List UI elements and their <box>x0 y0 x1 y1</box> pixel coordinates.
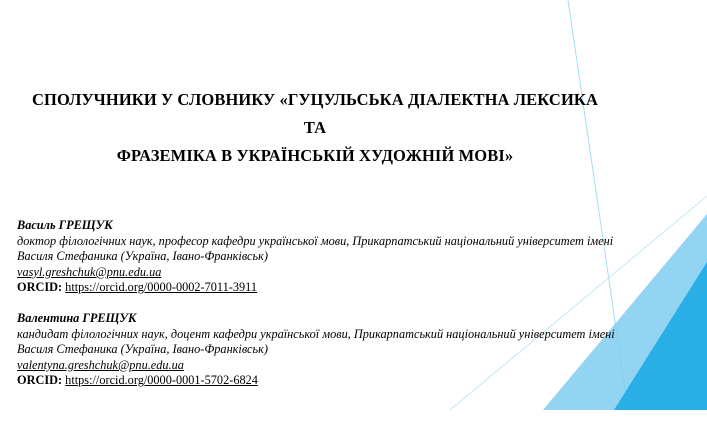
author-email-link[interactable]: vasyl.greshchuk@pnu.edu.ua <box>17 264 162 279</box>
author-name: Василь ГРЕЩУК <box>17 218 113 232</box>
author-email-link[interactable]: valentyna.greshchuk@pnu.edu.ua <box>17 357 184 372</box>
authors-list <box>17 218 657 404</box>
orcid-link[interactable]: https://orcid.org/0000-0002-7011-3911 <box>65 280 258 295</box>
title-line-2: ФРАЗЕМІКА В УКРАЇНСЬКІЙ ХУДОЖНІЙ МОВІ» <box>116 146 514 165</box>
orcid-label: ORCID: <box>17 280 63 295</box>
author-affiliation-line1: доктор філологічних наук, професор кафедри української мови, Прикарпатський національний університет імені <box>17 233 614 248</box>
author-affiliation-line2: Василя Стефаника (Україна, Івано-Франківськ) <box>17 249 268 264</box>
author-affiliation-line1: кандидат філологічних наук, доцент кафедри української мови, Прикарпатський національний університет імені <box>17 326 615 341</box>
author-name: Валентина ГРЕЩУК <box>17 310 137 325</box>
page-title <box>20 86 610 170</box>
orcid-link[interactable]: https://orcid.org/0000-0001-5702-6824 <box>65 373 258 388</box>
author-block <box>17 311 657 389</box>
author-affiliation-line2: Василя Стефаника (Україна, Івано-Франківськ) <box>17 342 268 357</box>
title-line-1: СПОЛУЧНИКИ У СЛОВНИКУ «ГУЦУЛЬСЬКА ДІАЛЕКТНА ЛЕКСИКА ТА <box>32 90 598 137</box>
author-block <box>17 218 657 296</box>
orcid-label: ORCID: <box>17 373 63 388</box>
